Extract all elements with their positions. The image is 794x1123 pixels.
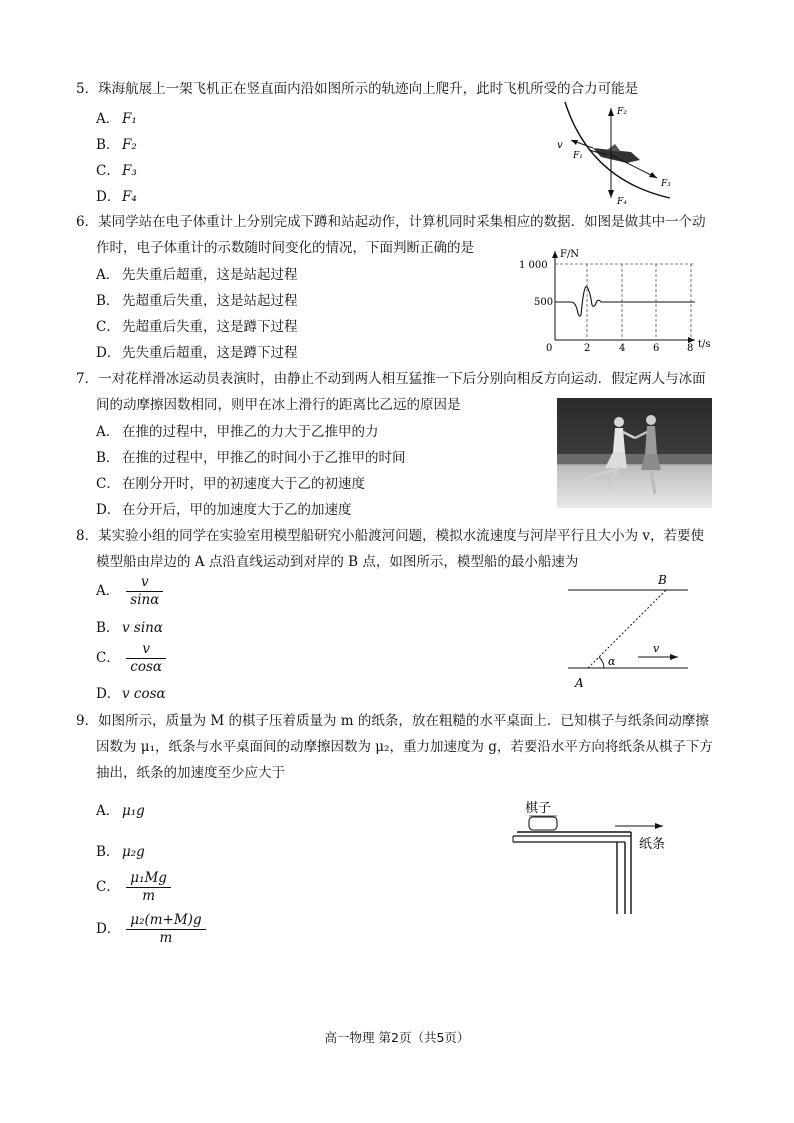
q5-f3-label: F₃ <box>661 179 671 189</box>
q5-v-label: v <box>557 140 563 151</box>
q6-xtick-4: 4 <box>619 343 626 354</box>
q5-stem: 5．珠海航展上一架飞机正在竖直面内沿如图所示的轨迹向上爬升，此时飞机所受的合力可能是 <box>76 81 639 97</box>
q8-stem-2: 模型船由岸边的 A 点沿直线运动到对岸的 B 点，如图所示，模型船的最小船速为 <box>96 554 579 570</box>
q7-stem: 7．一对花样滑冰运动员表演时，由静止不动到两人相互猛推一下后分别向相反方向运动．假定两人与冰面 <box>76 371 706 387</box>
q6-option-b: B． 先超重后失重，这是站起过程 <box>96 293 298 309</box>
q6-stem: 6．某同学站在电子体重计上分别完成下蹲和站起动作，计算机同时采集相应的数据．如图是做其中一个动 <box>76 214 706 230</box>
q5-f4-label: F₄ <box>617 197 627 207</box>
q5-f2-label: F₂ <box>617 107 627 117</box>
q9-option-a: A． μ₁g <box>96 803 145 819</box>
q7-option-d: D． 在分开后，甲的加速度大于乙的加速度 <box>96 502 352 518</box>
q5-f1-label: F₁ <box>573 151 583 161</box>
q5-option-a: A． F₁ <box>96 111 137 127</box>
q9-stem-3: 抽出，纸条的加速度至少应大于 <box>96 765 285 781</box>
q9-stem-2: 因数为 μ₁，纸条与水平桌面间的动摩擦因数为 μ₂，重力加速度为 g，若要沿水平方向将纸条从棋子下方 <box>96 739 713 755</box>
q8-alpha-label: α <box>608 655 616 668</box>
q6-xtick-2: 2 <box>584 343 591 354</box>
q6-option-d: D． 先失重后超重，这是蹲下过程 <box>96 345 298 361</box>
q9-option-c-fraction: $\frac{\text{μ₁Mg}}{m}$ <box>126 870 171 905</box>
q7-option-a: A． 在推的过程中，甲推乙的力大于乙推甲的力 <box>96 424 379 440</box>
q6-xtick-8: 8 <box>687 343 694 354</box>
page-footer: 高一物理 第2页（共5页） <box>324 1030 470 1045</box>
q7-option-b: B． 在推的过程中，甲推乙的时间小于乙推甲的时间 <box>96 450 406 466</box>
q7-skaters-photo <box>557 398 712 508</box>
q9-paper-label: 纸条 <box>639 837 666 852</box>
q8-option-c-fraction: $\frac{v}{\cos\alpha}$ <box>126 641 166 676</box>
q6-xtick-0: 0 <box>546 343 553 354</box>
q6-stem-2: 作时，电子体重计的示数随时间变化的情况，下面判断正确的是 <box>96 240 474 256</box>
q6-xtick-6: 6 <box>653 343 660 354</box>
q8-b-label: B <box>658 573 667 587</box>
q8-option-c: C． $\frac{v}{\cos\alpha}$ <box>96 641 166 676</box>
q5-option-c: C． F₃ <box>96 163 137 179</box>
q8-stem: 8．某实验小组的同学在实验室用模型船研究小船渡河问题，模拟水流速度与河岸平行且大小为 v，若要使 <box>76 528 705 544</box>
q8-river-figure <box>560 570 700 690</box>
q7-stem-2: 间的动摩擦因数相同，则甲在冰上滑行的距离比乙远的原因是 <box>96 397 461 413</box>
q9-table-figure <box>505 790 690 918</box>
q6-chart <box>515 243 715 355</box>
q8-option-d: D． v cosα <box>96 686 166 702</box>
q6-force-curve <box>555 287 695 317</box>
q6-xlabel: t/s <box>698 339 711 350</box>
q6-ytick-1000: 1 000 <box>519 260 548 271</box>
q9-chess-label: 棋子 <box>525 801 552 816</box>
q6-ylabel: F/N <box>560 249 580 260</box>
q5-option-d: D． F₄ <box>96 189 137 205</box>
q7-option-c: C． 在刚分开时，甲的初速度大于乙的初速度 <box>96 476 365 492</box>
q6-ytick-500: 500 <box>534 297 554 308</box>
q8-option-a: A． $\frac{v}{\sin\alpha}$ <box>96 574 163 609</box>
q9-option-d: D． $\frac{\text{μ₂(m+M)g}}{m}$ <box>96 912 206 947</box>
q8-a-label: A <box>575 676 584 690</box>
q8-option-a-fraction: $\frac{v}{\sin\alpha}$ <box>126 574 163 609</box>
q6-option-a: A． 先失重后超重，这是站起过程 <box>96 267 298 283</box>
q8-v-label: v <box>653 642 660 655</box>
q5-figure <box>545 100 685 210</box>
q9-option-c: C． $\frac{\text{μ₁Mg}}{m}$ <box>96 870 171 905</box>
q8-option-b: B． v sinα <box>96 620 163 636</box>
q9-option-d-fraction: $\frac{\text{μ₂(m+M)g}}{m}$ <box>126 912 205 947</box>
q9-option-b: B． μ₂g <box>96 844 145 860</box>
q9-stem: 9．如图所示，质量为 M 的棋子压着质量为 m 的纸条，放在粗糙的水平桌面上．已知棋子与纸条间动摩擦 <box>76 713 709 729</box>
q6-option-c: C． 先超重后失重，这是蹲下过程 <box>96 319 298 335</box>
q5-option-b: B． F₂ <box>96 137 137 153</box>
